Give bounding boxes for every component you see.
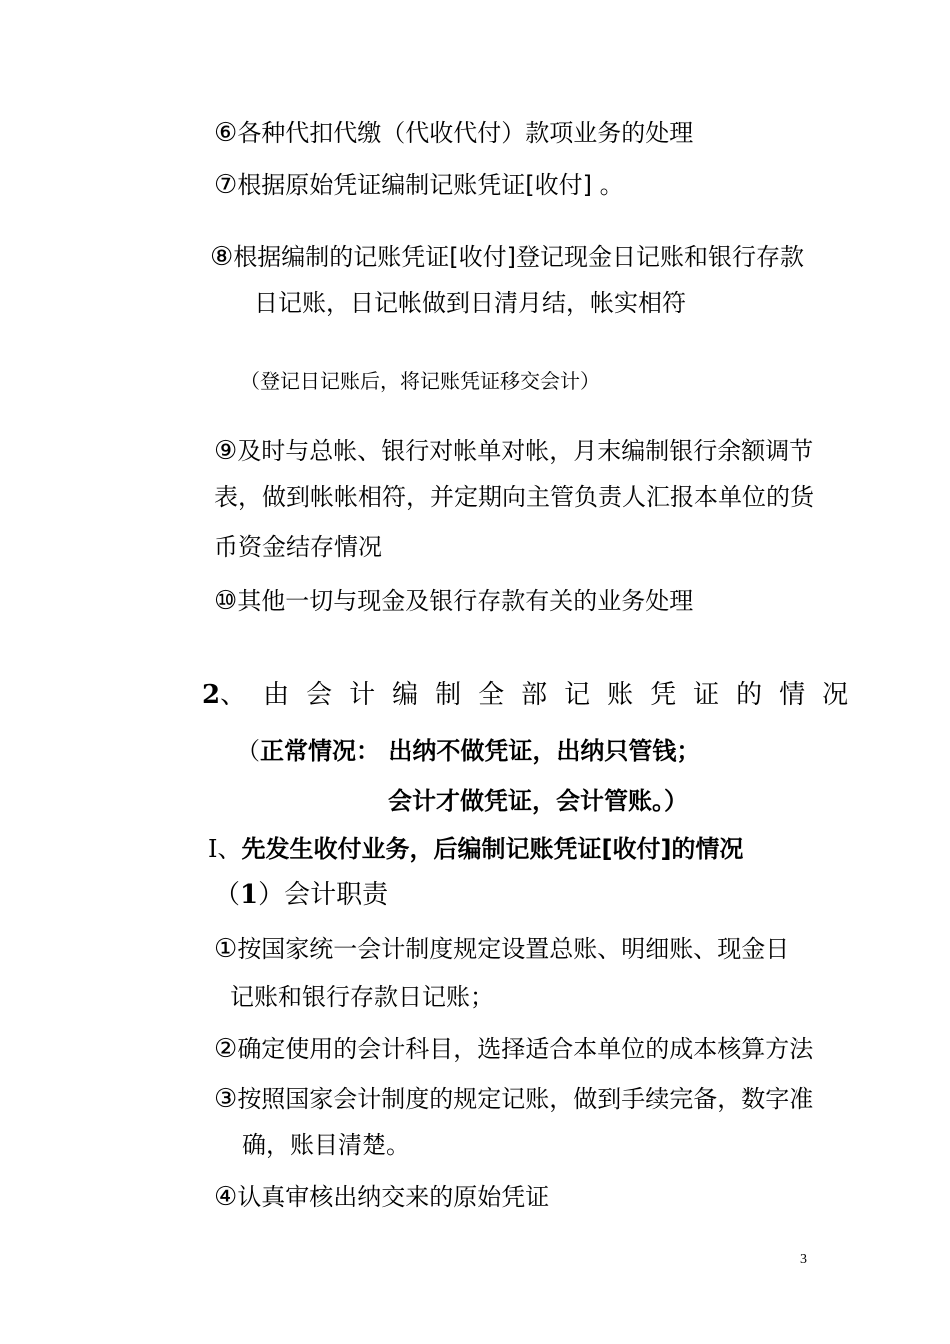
circled-number-2: ② <box>214 1034 238 1064</box>
duty-item-4-text: 认真审核出纳交来的原始凭证 <box>237 1183 550 1211</box>
circled-number-6: ⑥ <box>214 118 238 148</box>
duty-number: 1 <box>240 880 259 910</box>
duty-item-2-text: 确定使用的会计科目，选择适合本单位的成本核算方法 <box>237 1035 814 1063</box>
item-6 <box>214 118 693 148</box>
normal-case-line-2: 会计才做凭证，会计管账。） <box>388 787 688 815</box>
duty-open: （ <box>214 880 241 910</box>
duty-item-4 <box>214 1182 549 1212</box>
subsection-heading <box>208 834 743 864</box>
subsection-roman: Ⅰ、 <box>208 835 242 863</box>
page-number: 3 <box>800 1252 807 1267</box>
section-2-heading <box>202 680 865 710</box>
circled-number-10: ⑩ <box>214 586 238 616</box>
circled-number-8: ⑧ <box>210 242 234 272</box>
item-9-text: 及时与总帐、银行对帐单对帐，月末编制银行余额调节 <box>237 437 814 465</box>
note-text: （登记日记账后，将记账凭证移交会计） <box>240 369 600 393</box>
subsection-title: 先发生收付业务，后编制记账凭证[收付]的情况 <box>241 835 744 863</box>
item-9-continuation-1: 表，做到帐帐相符，并定期向主管负责人汇报本单位的货 <box>214 483 814 511</box>
normal-case-paren: （ <box>236 737 260 765</box>
circled-number-9: ⑨ <box>214 436 238 466</box>
item-8-continuation: 日记账，日记帐做到日清月结，帐实相符 <box>254 289 686 317</box>
circled-number-1: ① <box>214 934 238 964</box>
section-2-number: 2 <box>202 680 221 710</box>
normal-case-text-1: 正常情况： 出纳不做凭证，出纳只管钱； <box>260 737 701 765</box>
circled-number-7: ⑦ <box>214 170 238 200</box>
duty-item-2 <box>214 1034 813 1064</box>
duty-item-1-text: 按国家统一会计制度规定设置总账、明细账、现金日 <box>237 935 790 963</box>
circled-number-3: ③ <box>214 1084 238 1114</box>
duty-item-3 <box>214 1084 813 1114</box>
duty-item-1-continuation: 记账和银行存款日记账； <box>230 983 494 1011</box>
item-9 <box>214 436 813 466</box>
item-8-text: 根据编制的记账凭证[收付]登记现金日记账和银行存款 <box>233 243 805 271</box>
item-7 <box>214 170 624 200</box>
item-9-continuation-2: 币资金结存情况 <box>214 533 382 561</box>
duty-heading <box>214 880 388 910</box>
duty-item-1 <box>214 934 789 964</box>
item-10 <box>214 586 693 616</box>
item-7-text: 根据原始凭证编制记账凭证[收付] 。 <box>237 171 624 199</box>
section-2-title: 、由会计编制全部记账凭证的情况 <box>220 680 866 710</box>
item-8 <box>210 242 804 272</box>
normal-case-line-1 <box>236 736 700 766</box>
duty-item-3-text: 按照国家会计制度的规定记账，做到手续完备，数字准 <box>237 1085 814 1113</box>
duty-item-3-continuation: 确，账目清楚。 <box>242 1131 410 1159</box>
duty-rest: ）会计职责 <box>258 880 389 910</box>
item-6-text: 各种代扣代缴（代收代付）款项业务的处理 <box>237 119 694 147</box>
circled-number-4: ④ <box>214 1182 238 1212</box>
item-10-text: 其他一切与现金及银行存款有关的业务处理 <box>237 587 694 615</box>
